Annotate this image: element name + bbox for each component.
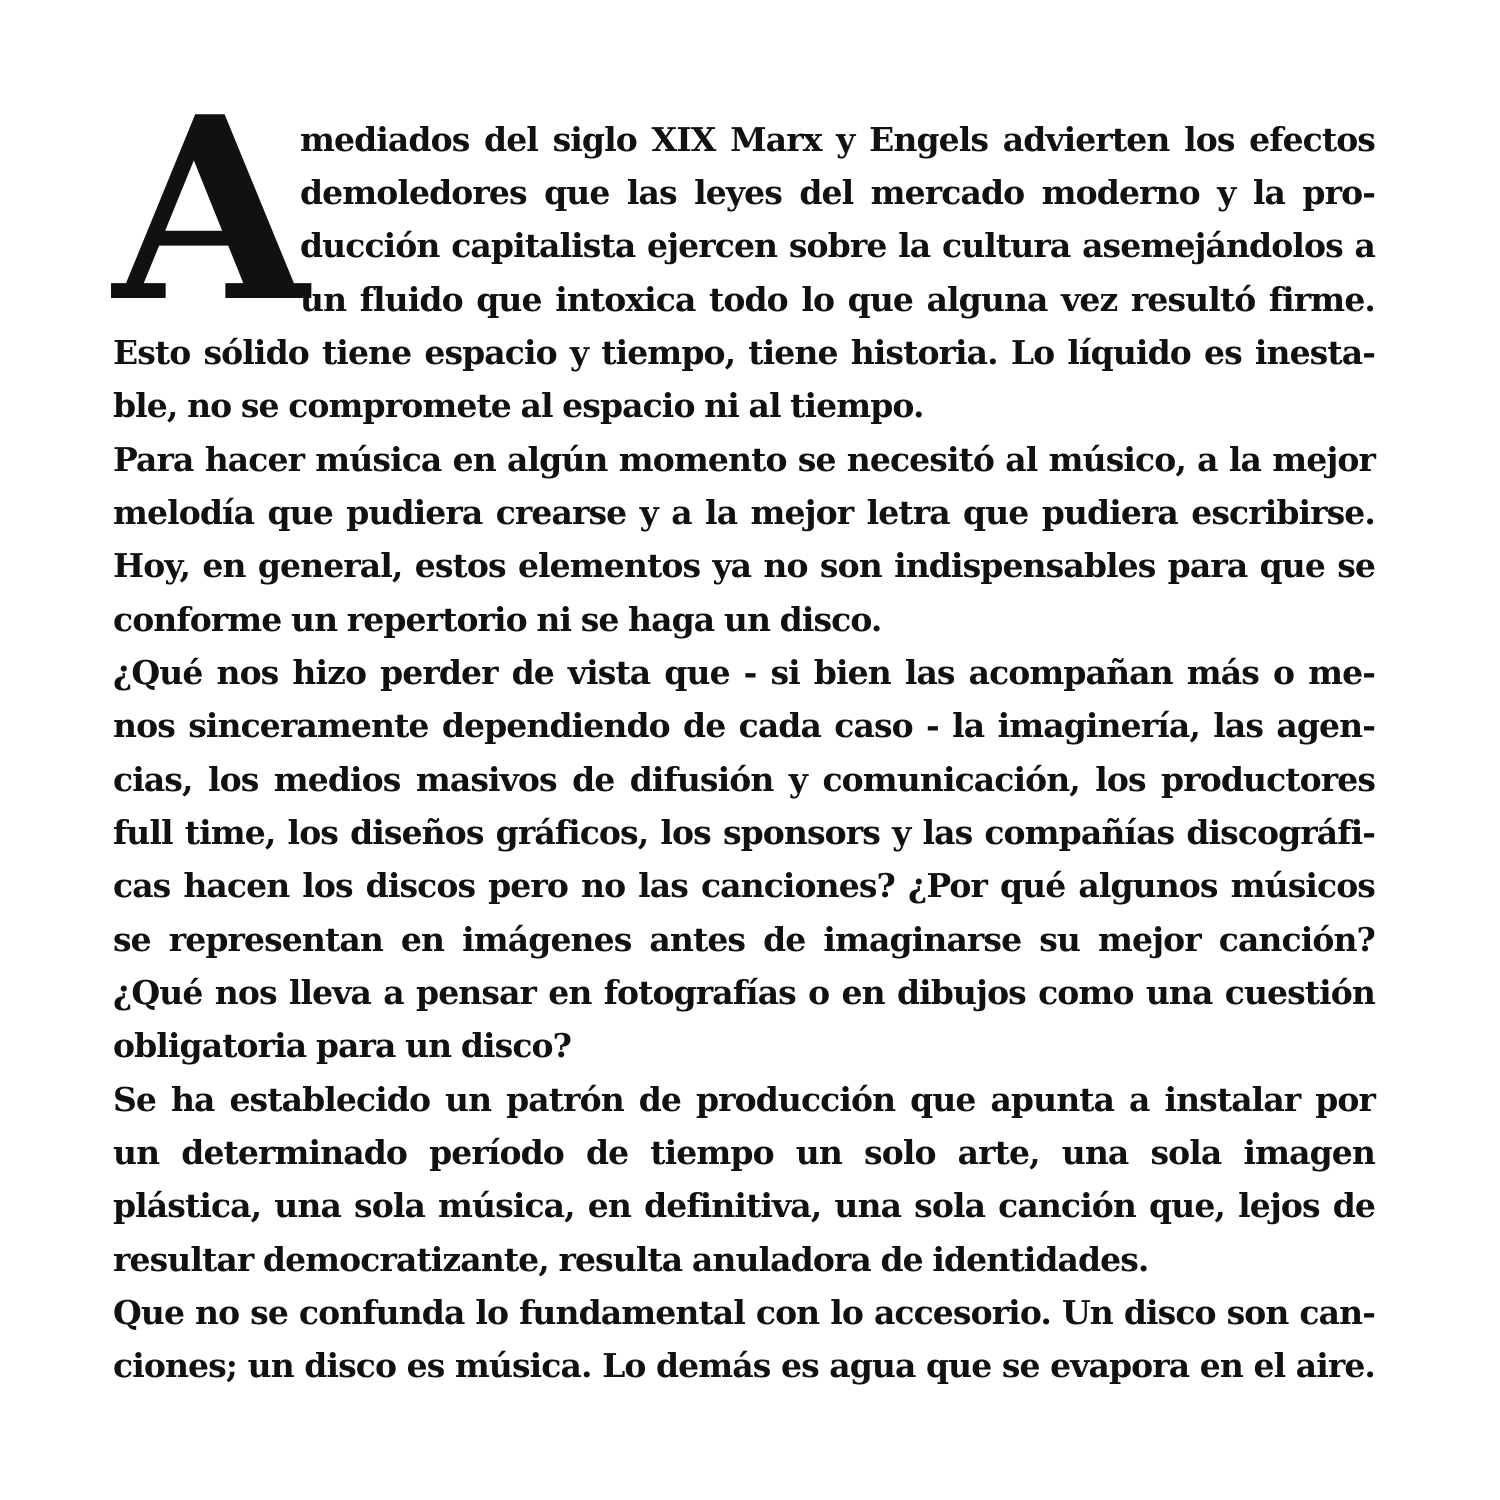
text-line: ducción capitalista ejercen sobre la cultura asemejándolos a	[300, 226, 1375, 265]
text-line: resultar democratizante, resulta anuladora de identidades.	[113, 1240, 1149, 1279]
text-line: nos sinceramente dependiendo de cada caso - la imaginería, las agen-	[113, 706, 1375, 745]
text-line: un determinado período de tiempo un solo arte, una sola imagen	[113, 1133, 1375, 1172]
text-line: conforme un repertorio ni se haga un disco.	[113, 600, 882, 639]
text-line: ¿Qué nos hizo perder de vista que - si bien las acompañan más o me-	[113, 653, 1375, 692]
text-line: melodía que pudiera crearse y a la mejor letra que pudiera escribirse.	[113, 493, 1375, 532]
drop-cap: A	[113, 62, 309, 358]
text-line: ble, no se compromete al espacio ni al tiempo.	[113, 386, 924, 425]
text-line: obligatoria para un disco?	[113, 1026, 572, 1065]
text-line: full time, los diseños gráficos, los sponsors y las compañías discográfi-	[113, 813, 1375, 852]
text-line: Para hacer música en algún momento se necesitó al músico, a la mejor	[113, 440, 1375, 479]
text-line: cias, los medios masivos de difusión y comunicación, los productores	[113, 760, 1375, 799]
text-line: Se ha establecido un patrón de producción que apunta a instalar por	[113, 1080, 1375, 1119]
text-line: un fluido que intoxica todo lo que alguna vez resultó firme.	[300, 280, 1375, 319]
text-line: demoledores que las leyes del mercado moderno y la pro-	[300, 173, 1375, 212]
text-line: Que no se confunda lo fundamental con lo accesorio. Un disco son can-	[113, 1293, 1375, 1332]
text-line: plástica, una sola música, en definitiva, una sola canción que, lejos de	[113, 1186, 1375, 1225]
text-line: mediados del siglo XIX Marx y Engels advierten los efectos	[300, 120, 1375, 159]
document-page	[113, 62, 1375, 1420]
text-line: Hoy, en general, estos elementos ya no son indispensables para que se	[113, 546, 1375, 585]
text-line: ¿Qué nos lleva a pensar en fotografías o en dibujos como una cuestión	[113, 973, 1375, 1012]
text-line: cas hacen los discos pero no las canciones? ¿Por qué algunos músicos	[113, 866, 1375, 905]
text-line: ciones; un disco es música. Lo demás es agua que se evapora en el aire.	[113, 1346, 1375, 1385]
text-line: se representan en imágenes antes de imaginarse su mejor canción?	[113, 920, 1375, 959]
text-line: Esto sólido tiene espacio y tiempo, tiene historia. Lo líquido es inesta-	[113, 333, 1375, 372]
